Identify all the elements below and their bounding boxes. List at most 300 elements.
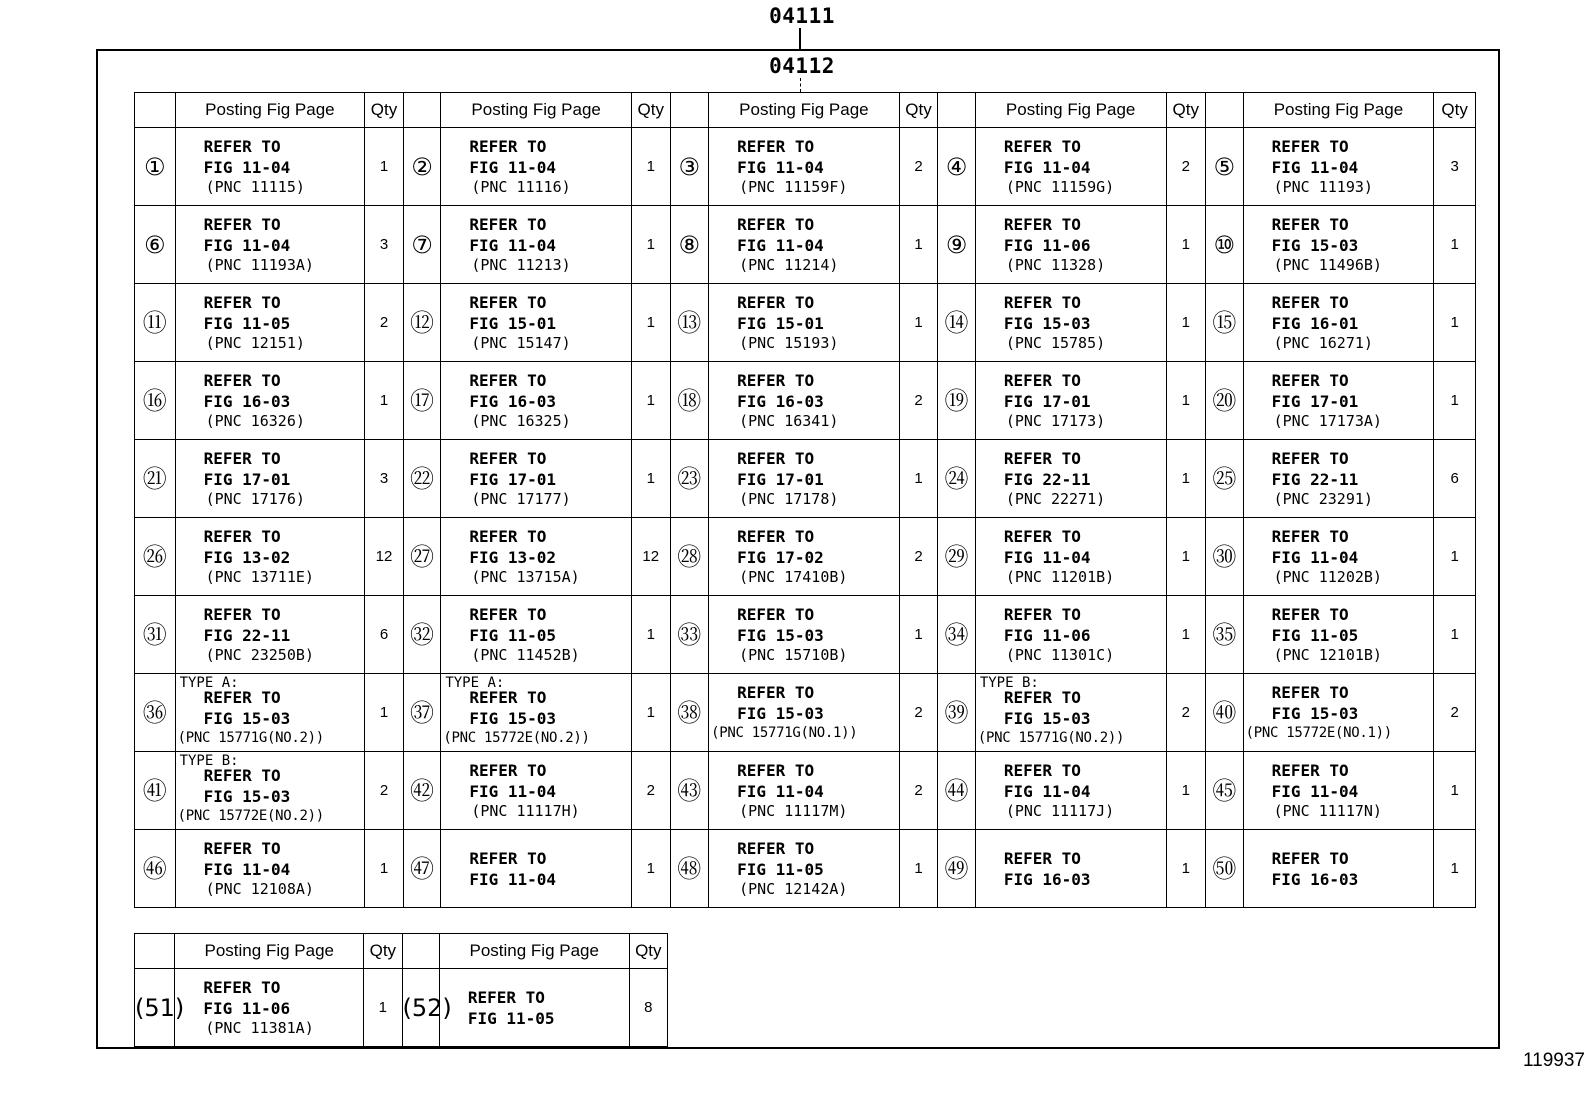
- pnc-reference: (PNC 11328): [1005, 256, 1106, 274]
- posting-text: [976, 448, 1166, 509]
- fig-reference: FIG 17-01: [1003, 392, 1091, 411]
- pnc-reference: (PNC 23291): [1273, 490, 1373, 508]
- posting-text: [1244, 682, 1434, 743]
- qty-value: 1: [1166, 596, 1206, 674]
- refer-to-label: REFER TO: [737, 761, 815, 780]
- qty-value: 2: [899, 128, 938, 206]
- refer-to-label: REFER TO: [1003, 527, 1081, 546]
- fig-reference: FIG 11-05: [467, 1008, 555, 1028]
- refer-to-label: REFER TO: [737, 449, 815, 468]
- refer-to-label: REFER TO: [1271, 293, 1349, 312]
- posting-cell: [175, 830, 365, 908]
- refer-to-label: REFER TO: [737, 605, 815, 624]
- refer-to-label: REFER TO: [1271, 449, 1349, 468]
- pnc-reference: (PNC 16271): [1273, 334, 1373, 352]
- pnc-reference: (PNC 13715A): [471, 568, 580, 586]
- posting-cell: [441, 596, 632, 674]
- item-number-marker: ㉕: [1206, 440, 1244, 518]
- item-number-marker: (51): [135, 969, 175, 1047]
- item-number-marker: ④: [938, 128, 976, 206]
- posting-cell: [175, 596, 365, 674]
- refer-to-label: REFER TO: [1271, 371, 1349, 390]
- header-item-number: [670, 93, 709, 128]
- qty-value: 1: [632, 206, 671, 284]
- table-row: [135, 362, 1476, 440]
- refer-to-label: REFER TO: [737, 839, 815, 858]
- refer-to-label: REFER TO: [1003, 215, 1081, 234]
- qty-value: 1: [899, 596, 938, 674]
- fig-reference: FIG 16-03: [469, 392, 557, 411]
- posting-cell: [175, 518, 365, 596]
- qty-value: 2: [1166, 128, 1206, 206]
- posting-cell: [1243, 284, 1434, 362]
- pnc-reference: (PNC 15771G(NO.2)): [177, 730, 324, 746]
- refer-to-label: REFER TO: [203, 293, 281, 312]
- item-number-marker: ⑥: [135, 206, 176, 284]
- item-number-marker: ㊱: [135, 674, 176, 752]
- pnc-reference: (PNC 15147): [471, 334, 571, 352]
- posting-cell: [175, 440, 365, 518]
- refer-to-label: REFER TO: [469, 215, 547, 234]
- fig-reference: FIG 17-01: [469, 470, 557, 489]
- header-item-number: [1206, 93, 1244, 128]
- fig-reference: FIG 11-04: [1003, 158, 1091, 177]
- header-qty: Qty: [629, 934, 667, 969]
- item-number-marker: ㊾: [938, 830, 976, 908]
- pnc-reference: (PNC 11381A): [205, 1019, 314, 1037]
- posting-cell: [175, 284, 365, 362]
- item-number-marker: ㉒: [403, 440, 441, 518]
- fig-reference: FIG 11-04: [1271, 782, 1359, 801]
- pnc-reference: (PNC 11496B): [1273, 256, 1382, 274]
- refer-to-label: REFER TO: [203, 978, 281, 997]
- refer-to-label: REFER TO: [1271, 527, 1349, 546]
- qty-value: 1: [1166, 440, 1206, 518]
- posting-text: [441, 370, 631, 431]
- posting-cell: [975, 518, 1166, 596]
- header-posting-fig-page: Posting Fig Page: [175, 934, 364, 969]
- parts-reference-table-continued: [134, 933, 668, 1047]
- qty-value: 3: [365, 206, 404, 284]
- table-row: [135, 518, 1476, 596]
- pnc-reference: (PNC 11452B): [471, 646, 580, 664]
- posting-text: [709, 292, 899, 353]
- fig-reference: FIG 11-04: [1271, 548, 1359, 567]
- fig-reference: FIG 11-06: [1003, 626, 1091, 645]
- posting-cell: [975, 128, 1166, 206]
- pnc-reference: (PNC 12142A): [739, 880, 848, 898]
- pnc-reference: (PNC 16325): [471, 412, 571, 430]
- posting-text: [1244, 292, 1434, 353]
- posting-text: [1244, 448, 1434, 509]
- posting-text: [1244, 370, 1434, 431]
- refer-to-label: REFER TO: [469, 605, 547, 624]
- pnc-reference: (PNC 15785): [1005, 334, 1106, 352]
- qty-value: 1: [899, 830, 938, 908]
- table-row: [135, 969, 668, 1047]
- qty-value: 1: [632, 284, 671, 362]
- posting-text: [176, 292, 365, 353]
- fig-reference: FIG 17-01: [203, 470, 291, 489]
- qty-value: 2: [899, 674, 938, 752]
- pnc-reference: (PNC 17410B): [739, 568, 848, 586]
- pnc-reference: (PNC 13711E): [205, 568, 314, 586]
- refer-to-label: REFER TO: [1271, 605, 1349, 624]
- item-number-marker: ㉗: [403, 518, 441, 596]
- posting-cell: [175, 128, 365, 206]
- item-number-marker: ㊽: [670, 830, 709, 908]
- refer-to-label: REFER TO: [203, 766, 281, 785]
- posting-cell: [175, 969, 364, 1047]
- posting-text: [176, 526, 365, 587]
- posting-cell: [709, 518, 900, 596]
- fig-reference: FIG 11-04: [1271, 158, 1359, 177]
- pnc-reference: (PNC 12108A): [205, 880, 314, 898]
- posting-text: [976, 136, 1166, 197]
- posting-text: [976, 214, 1166, 275]
- posting-cell: [975, 206, 1166, 284]
- posting-cell: [1243, 830, 1434, 908]
- fig-reference: FIG 22-11: [1271, 470, 1359, 489]
- item-number-marker: ⑯: [135, 362, 176, 440]
- posting-text: [441, 448, 631, 509]
- pnc-reference: (PNC 15710B): [739, 646, 848, 664]
- qty-value: 1: [632, 596, 671, 674]
- refer-to-label: REFER TO: [469, 137, 547, 156]
- fig-reference: FIG 11-04: [1003, 782, 1091, 801]
- table-row: [135, 752, 1476, 830]
- refer-to-label: REFER TO: [469, 527, 547, 546]
- posting-cell: [441, 518, 632, 596]
- table-row: [135, 284, 1476, 362]
- qty-value: 2: [899, 518, 938, 596]
- posting-text: [709, 214, 899, 275]
- refer-to-label: REFER TO: [469, 848, 547, 868]
- qty-value: 3: [1434, 128, 1476, 206]
- item-number-marker: ②: [403, 128, 441, 206]
- item-number-marker: ⑳: [1206, 362, 1244, 440]
- pnc-reference: (PNC 11193A): [205, 256, 314, 274]
- header-qty: Qty: [364, 934, 402, 969]
- posting-text: [1244, 604, 1434, 665]
- posting-text: [976, 292, 1166, 353]
- posting-cell: [709, 596, 900, 674]
- posting-text: [176, 838, 365, 899]
- qty-value: 1: [1166, 830, 1206, 908]
- fig-reference: FIG 15-03: [203, 709, 291, 728]
- posting-text: [176, 604, 365, 665]
- fig-reference: FIG 15-01: [737, 314, 824, 333]
- posting-cell: [175, 674, 365, 752]
- pnc-reference: (PNC 12151): [205, 334, 305, 352]
- posting-cell: [709, 128, 900, 206]
- assembly-code: 04111: [769, 4, 835, 28]
- header-item-number: [402, 934, 439, 969]
- refer-to-label: REFER TO: [203, 527, 281, 546]
- fig-reference: FIG 15-01: [469, 314, 557, 333]
- refer-to-label: REFER TO: [737, 371, 815, 390]
- posting-text: [1244, 526, 1434, 587]
- pnc-reference: (PNC 11193): [1273, 178, 1373, 196]
- pnc-reference: (PNC 22271): [1005, 490, 1106, 508]
- type-label: TYPE B:: [979, 675, 1039, 691]
- qty-value: 1: [632, 362, 671, 440]
- posting-cell: [441, 284, 632, 362]
- header-posting-fig-page: Posting Fig Page: [975, 93, 1166, 128]
- fig-reference: FIG 11-04: [203, 236, 291, 255]
- posting-text: [709, 760, 899, 821]
- posting-cell: [1243, 128, 1434, 206]
- header-posting-fig-page: Posting Fig Page: [441, 93, 632, 128]
- qty-value: 1: [1434, 830, 1476, 908]
- fig-reference: FIG 11-04: [737, 158, 824, 177]
- qty-value: 1: [1166, 752, 1206, 830]
- qty-value: 1: [1166, 362, 1206, 440]
- sub-assembly-leader-line: [800, 78, 801, 92]
- posting-cell: [709, 206, 900, 284]
- posting-text: [709, 838, 899, 899]
- type-label: TYPE A:: [179, 675, 239, 691]
- fig-reference: FIG 11-05: [737, 860, 824, 879]
- item-number-marker: ㊷: [403, 752, 441, 830]
- refer-to-label: REFER TO: [1003, 761, 1081, 780]
- fig-reference: FIG 11-06: [1003, 236, 1091, 255]
- posting-text: [440, 987, 629, 1029]
- pnc-reference: (PNC 17173): [1005, 412, 1106, 430]
- item-number-marker: ⑧: [670, 206, 709, 284]
- item-number-marker: ㊶: [135, 752, 176, 830]
- qty-value: 1: [365, 674, 404, 752]
- posting-text: [709, 526, 899, 587]
- assembly-leader-line: [799, 28, 801, 49]
- item-number-marker: ㊵: [1206, 674, 1244, 752]
- posting-text: [709, 604, 899, 665]
- header-posting-fig-page: Posting Fig Page: [709, 93, 900, 128]
- pnc-reference: (PNC 11117J): [1005, 802, 1115, 820]
- item-number-marker: ⑦: [403, 206, 441, 284]
- posting-cell: [709, 440, 900, 518]
- qty-value: 1: [899, 284, 938, 362]
- header-posting-fig-page: Posting Fig Page: [439, 934, 629, 969]
- qty-value: 2: [1434, 674, 1476, 752]
- posting-text: [441, 526, 631, 587]
- pnc-reference: (PNC 11117H): [471, 802, 580, 820]
- posting-cell: [1243, 752, 1434, 830]
- posting-text: [976, 760, 1166, 821]
- item-number-marker: ㉚: [1206, 518, 1244, 596]
- pnc-reference: (PNC 12101B): [1273, 646, 1382, 664]
- header-qty: Qty: [899, 93, 938, 128]
- posting-cell: [1243, 518, 1434, 596]
- fig-reference: FIG 17-01: [1271, 392, 1359, 411]
- item-number-marker: ㉛: [135, 596, 176, 674]
- qty-value: 1: [1434, 362, 1476, 440]
- refer-to-label: REFER TO: [203, 371, 281, 390]
- qty-value: 1: [1166, 518, 1206, 596]
- posting-text: [709, 136, 899, 197]
- qty-value: 2: [365, 752, 404, 830]
- pnc-reference: (PNC 16341): [739, 412, 839, 430]
- fig-reference: FIG 11-04: [1003, 548, 1091, 567]
- item-number-marker: (52): [402, 969, 439, 1047]
- pnc-reference: (PNC 15193): [739, 334, 839, 352]
- fig-reference: FIG 16-03: [1003, 869, 1091, 889]
- refer-to-label: REFER TO: [469, 761, 547, 780]
- qty-value: 1: [899, 440, 938, 518]
- posting-text: [1244, 136, 1434, 197]
- refer-to-label: REFER TO: [1271, 137, 1349, 156]
- item-number-marker: ⑭: [938, 284, 976, 362]
- item-number-marker: ⑤: [1206, 128, 1244, 206]
- fig-reference: FIG 13-02: [469, 548, 557, 567]
- posting-text: [709, 370, 899, 431]
- refer-to-label: REFER TO: [203, 839, 281, 858]
- item-number-marker: ㊴: [938, 674, 976, 752]
- header-item-number: [135, 93, 176, 128]
- fig-reference: FIG 22-11: [1003, 470, 1091, 489]
- header-posting-fig-page: Posting Fig Page: [175, 93, 365, 128]
- posting-cell: [975, 440, 1166, 518]
- qty-value: 1: [365, 362, 404, 440]
- item-number-marker: ㉜: [403, 596, 441, 674]
- refer-to-label: REFER TO: [469, 449, 547, 468]
- qty-value: 8: [629, 969, 667, 1047]
- item-number-marker: ⑲: [938, 362, 976, 440]
- pnc-reference: (PNC 17177): [471, 490, 571, 508]
- parts-reference-table: [134, 92, 1476, 908]
- posting-cell: [975, 596, 1166, 674]
- refer-to-label: REFER TO: [737, 683, 815, 702]
- item-number-marker: ㊻: [135, 830, 176, 908]
- refer-to-label: REFER TO: [469, 293, 547, 312]
- qty-value: 2: [365, 284, 404, 362]
- refer-to-label: REFER TO: [1271, 761, 1349, 780]
- qty-value: 2: [632, 752, 671, 830]
- posting-cell: [709, 362, 900, 440]
- posting-cell: [175, 206, 365, 284]
- refer-to-label: REFER TO: [1003, 371, 1081, 390]
- pnc-reference: (PNC 11117M): [739, 802, 848, 820]
- header-item-number: [938, 93, 976, 128]
- refer-to-label: REFER TO: [469, 371, 547, 390]
- item-number-marker: ㊿: [1206, 830, 1244, 908]
- header-item-number: [135, 934, 175, 969]
- qty-value: 12: [632, 518, 671, 596]
- header-qty: Qty: [1434, 93, 1476, 128]
- posting-text: [441, 760, 631, 821]
- qty-value: 1: [365, 830, 404, 908]
- qty-value: 1: [1166, 206, 1206, 284]
- refer-to-label: REFER TO: [1003, 688, 1081, 707]
- fig-reference: FIG 11-05: [203, 314, 291, 333]
- posting-cell: [441, 362, 632, 440]
- fig-reference: FIG 15-03: [1271, 236, 1359, 255]
- pnc-reference: (PNC 15771G(NO.1)): [711, 725, 858, 741]
- posting-cell: [975, 830, 1166, 908]
- item-number-marker: ㊸: [670, 752, 709, 830]
- posting-text: [441, 292, 631, 353]
- qty-value: 1: [1434, 206, 1476, 284]
- posting-cell: [441, 128, 632, 206]
- pnc-reference: (PNC 11214): [739, 256, 839, 274]
- item-number-marker: ⑨: [938, 206, 976, 284]
- refer-to-label: REFER TO: [737, 137, 815, 156]
- fig-reference: FIG 11-05: [469, 626, 557, 645]
- pnc-reference: (PNC 23250B): [205, 646, 314, 664]
- qty-value: 1: [1434, 518, 1476, 596]
- qty-value: 1: [1434, 284, 1476, 362]
- fig-reference: FIG 15-03: [1003, 709, 1091, 728]
- qty-value: 1: [1434, 596, 1476, 674]
- posting-cell: [441, 752, 632, 830]
- fig-reference: FIG 11-05: [1271, 626, 1359, 645]
- posting-cell: [1243, 362, 1434, 440]
- qty-value: 12: [365, 518, 404, 596]
- qty-value: 1: [1434, 752, 1476, 830]
- figure-number: 119937: [1523, 1050, 1585, 1071]
- item-number-marker: ⑰: [403, 362, 441, 440]
- pnc-reference: (PNC 16326): [205, 412, 305, 430]
- qty-value: 6: [365, 596, 404, 674]
- type-label: TYPE B:: [179, 753, 239, 769]
- posting-cell: [709, 674, 900, 752]
- refer-to-label: REFER TO: [469, 688, 547, 707]
- item-number-marker: ㊺: [1206, 752, 1244, 830]
- pnc-reference: (PNC 17173A): [1273, 412, 1382, 430]
- pnc-reference: (PNC 11201B): [1005, 568, 1115, 586]
- table-row: [135, 206, 1476, 284]
- posting-cell: [441, 830, 632, 908]
- fig-reference: FIG 15-03: [469, 709, 557, 728]
- fig-reference: FIG 15-03: [1003, 314, 1091, 333]
- posting-cell: [1243, 206, 1434, 284]
- item-number-marker: ⑪: [135, 284, 176, 362]
- pnc-reference: (PNC 15772E(NO.2)): [177, 808, 324, 824]
- posting-text: [709, 448, 899, 509]
- header-posting-fig-page: Posting Fig Page: [1243, 93, 1434, 128]
- qty-value: 2: [899, 362, 938, 440]
- qty-value: 1: [632, 440, 671, 518]
- qty-value: 2: [899, 752, 938, 830]
- refer-to-label: REFER TO: [1271, 215, 1349, 234]
- posting-cell: [439, 969, 629, 1047]
- refer-to-label: REFER TO: [203, 449, 281, 468]
- fig-reference: FIG 15-03: [737, 626, 824, 645]
- refer-to-label: REFER TO: [203, 688, 281, 707]
- item-number-marker: ⑩: [1206, 206, 1244, 284]
- pnc-reference: (PNC 11116): [471, 178, 571, 196]
- pnc-reference: (PNC 17178): [739, 490, 839, 508]
- posting-cell: [1243, 596, 1434, 674]
- sub-assembly-code: 04112: [769, 54, 835, 78]
- fig-reference: FIG 11-04: [203, 860, 291, 879]
- pnc-reference: (PNC 11301C): [1005, 646, 1115, 664]
- refer-to-label: REFER TO: [1003, 605, 1081, 624]
- item-number-marker: ㉙: [938, 518, 976, 596]
- pnc-reference: (PNC 11213): [471, 256, 571, 274]
- posting-text: [176, 370, 365, 431]
- fig-reference: FIG 22-11: [203, 626, 291, 645]
- fig-reference: FIG 16-01: [1271, 314, 1359, 333]
- posting-cell: [975, 674, 1166, 752]
- qty-value: 3: [365, 440, 404, 518]
- item-number-marker: ㊼: [403, 830, 441, 908]
- item-number-marker: ㊳: [670, 674, 709, 752]
- header-qty: Qty: [365, 93, 404, 128]
- qty-value: 1: [1166, 284, 1206, 362]
- qty-value: 1: [899, 206, 938, 284]
- posting-text: [176, 448, 365, 509]
